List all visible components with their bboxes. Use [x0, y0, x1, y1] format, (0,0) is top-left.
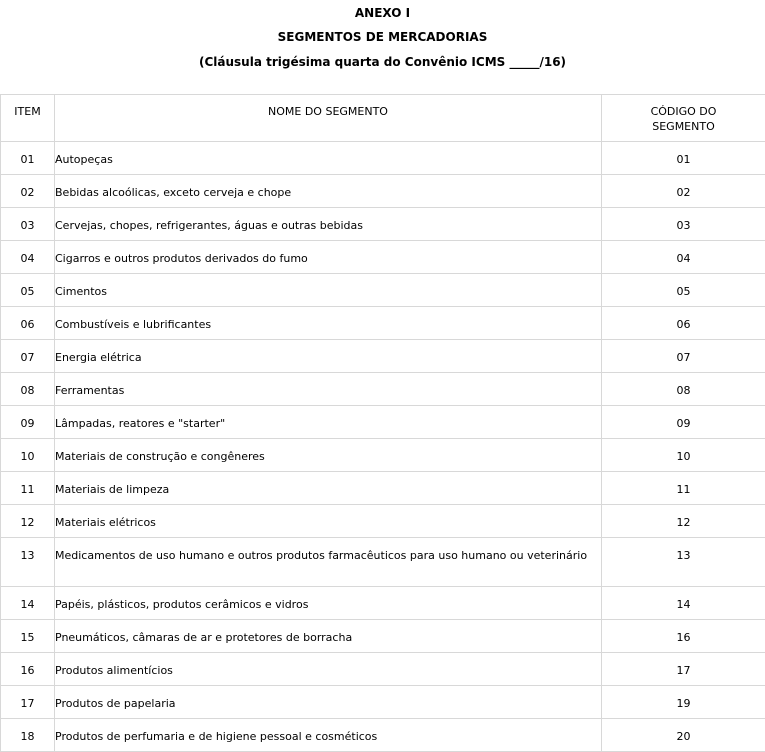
row-code: 02 [602, 175, 765, 207]
row-name: Pneumáticos, câmaras de ar e protetores de borracha [55, 620, 601, 652]
row-item: 10 [1, 439, 54, 471]
row-item: 18 [1, 719, 54, 751]
row-item: 13 [1, 538, 54, 586]
table-row [1, 472, 765, 504]
row-name: Autopeças [55, 142, 601, 174]
row-item: 07 [1, 340, 54, 372]
row-item: 05 [1, 274, 54, 306]
row-name: Produtos de perfumaria e de higiene pessoal e cosméticos [55, 719, 601, 751]
row-code: 10 [602, 439, 765, 471]
row-name: Materiais elétricos [55, 505, 601, 537]
row-name: Produtos alimentícios [55, 653, 601, 685]
annex-subtitle: SEGMENTOS DE MERCADORIAS [277, 30, 488, 44]
row-item: 01 [1, 142, 54, 174]
table-row [1, 719, 765, 751]
row-code: 08 [602, 373, 765, 405]
row-code: 11 [602, 472, 765, 504]
row-code: 01 [602, 142, 765, 174]
row-name: Materiais de construção e congêneres [55, 439, 601, 471]
column-header-code [602, 95, 765, 141]
row-code: 03 [602, 208, 765, 240]
table-row [1, 142, 765, 174]
row-name: Produtos de papelaria [55, 686, 601, 718]
table-row [1, 373, 765, 405]
row-name: Medicamentos de uso humano e outros produtos farmacêuticos para uso humano ou veterinário [55, 538, 601, 586]
column-header-code-line2: SEGMENTO [652, 120, 715, 133]
row-name: Cervejas, chopes, refrigerantes, águas e outras bebidas [55, 208, 601, 240]
table-row [1, 406, 765, 438]
table-row [1, 439, 765, 471]
table-row [1, 340, 765, 372]
row-item: 17 [1, 686, 54, 718]
column-header-item: ITEM [1, 95, 54, 141]
row-code: 06 [602, 307, 765, 339]
row-name: Cigarros e outros produtos derivados do fumo [55, 241, 601, 273]
table-row [1, 538, 765, 586]
row-item: 09 [1, 406, 54, 438]
table-row [1, 175, 765, 207]
row-item: 15 [1, 620, 54, 652]
row-item: 04 [1, 241, 54, 273]
table-row [1, 307, 765, 339]
row-name: Materiais de limpeza [55, 472, 601, 504]
column-header-name: NOME DO SEGMENTO [55, 95, 601, 141]
table-row [1, 620, 765, 652]
annex-title: ANEXO I [354, 6, 411, 20]
table-row [1, 505, 765, 537]
table-row [1, 274, 765, 306]
row-code: 12 [602, 505, 765, 537]
row-code: 04 [602, 241, 765, 273]
row-code: 13 [602, 538, 765, 586]
row-item: 12 [1, 505, 54, 537]
row-item: 16 [1, 653, 54, 685]
row-code: 19 [602, 686, 765, 718]
table-row [1, 587, 765, 619]
row-item: 14 [1, 587, 54, 619]
row-name: Ferramentas [55, 373, 601, 405]
row-name: Energia elétrica [55, 340, 601, 372]
row-code: 05 [602, 274, 765, 306]
annex-clause: (Cláusula trigésima quarta do Convênio ICMS _____/16) [198, 55, 567, 69]
row-code: 17 [602, 653, 765, 685]
row-item: 03 [1, 208, 54, 240]
row-name: Lâmpadas, reatores e "starter" [55, 406, 601, 438]
table-row [1, 241, 765, 273]
row-item: 08 [1, 373, 54, 405]
row-code: 14 [602, 587, 765, 619]
row-code: 09 [602, 406, 765, 438]
row-name: Papéis, plásticos, produtos cerâmicos e vidros [55, 587, 601, 619]
table-row [1, 653, 765, 685]
row-code: 20 [602, 719, 765, 751]
row-item: 06 [1, 307, 54, 339]
row-item: 02 [1, 175, 54, 207]
row-item: 11 [1, 472, 54, 504]
table-row [1, 208, 765, 240]
table-header-row [1, 95, 765, 141]
table-row [1, 686, 765, 718]
column-header-code-line1: CÓDIGO DO [650, 105, 717, 118]
row-name: Cimentos [55, 274, 601, 306]
row-name: Bebidas alcoólicas, exceto cerveja e chope [55, 175, 601, 207]
row-code: 07 [602, 340, 765, 372]
row-code: 16 [602, 620, 765, 652]
segments-table [0, 94, 765, 752]
row-name: Combustíveis e lubrificantes [55, 307, 601, 339]
